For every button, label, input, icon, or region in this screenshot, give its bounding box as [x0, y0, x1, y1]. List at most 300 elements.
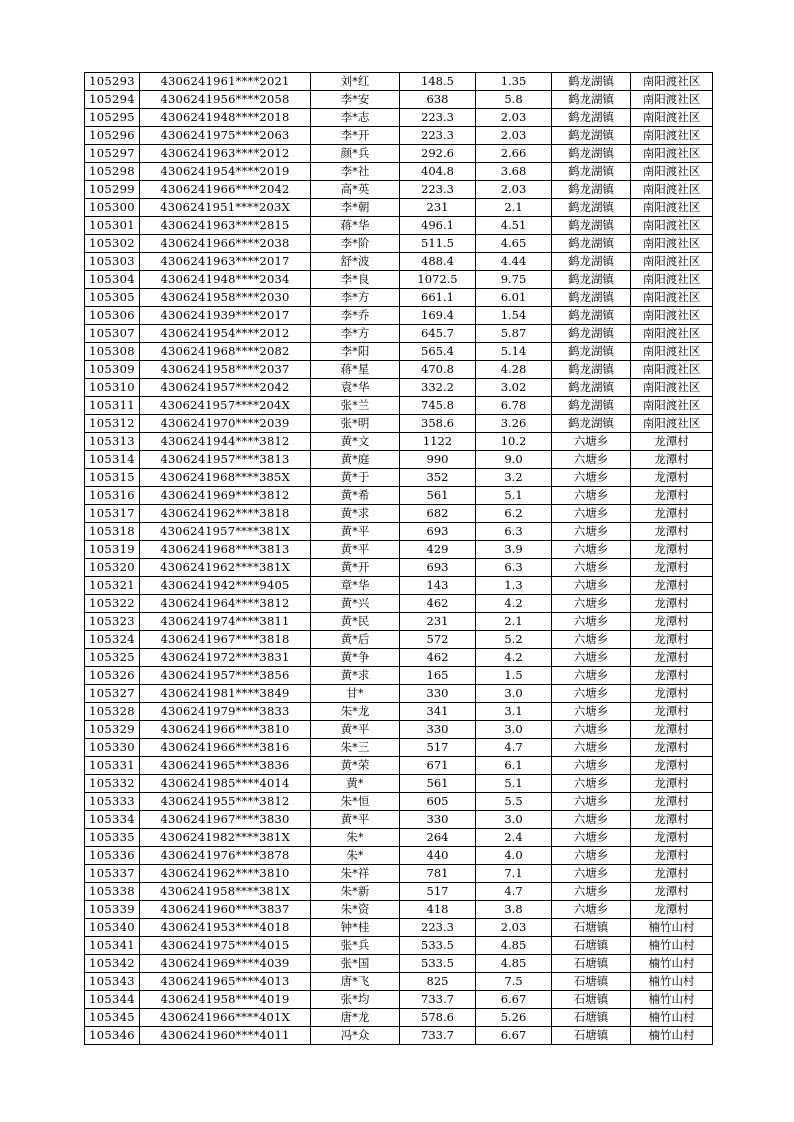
record-id-cell: 105321 — [85, 577, 140, 595]
record-id-cell: 105315 — [85, 469, 140, 487]
record-id-cell: 105293 — [85, 73, 140, 91]
township-cell: 鹤龙湖镇 — [552, 91, 631, 109]
township-cell: 六塘乡 — [552, 685, 631, 703]
table-row — [85, 559, 713, 577]
village-cell: 南阳渡社区 — [631, 109, 713, 127]
quantity-cell: 6.1 — [476, 757, 552, 775]
record-id-cell: 105316 — [85, 487, 140, 505]
village-cell: 南阳渡社区 — [631, 181, 713, 199]
table-row — [85, 271, 713, 289]
table-row — [85, 415, 713, 433]
table-row — [85, 721, 713, 739]
id-card-cell: 4306241964****3812 — [140, 595, 311, 613]
township-cell: 鹤龙湖镇 — [552, 379, 631, 397]
township-cell: 鹤龙湖镇 — [552, 217, 631, 235]
village-cell: 龙潭村 — [631, 649, 713, 667]
name-cell: 黄*于 — [311, 469, 400, 487]
name-cell: 李*乔 — [311, 307, 400, 325]
name-cell: 黄*平 — [311, 721, 400, 739]
id-card-cell: 4306241957****3856 — [140, 667, 311, 685]
record-id-cell: 105342 — [85, 955, 140, 973]
table-row — [85, 163, 713, 181]
quantity-cell: 4.65 — [476, 235, 552, 253]
table-row — [85, 991, 713, 1009]
record-id-cell: 105307 — [85, 325, 140, 343]
id-card-cell: 4306241958****2037 — [140, 361, 311, 379]
quantity-cell: 1.35 — [476, 73, 552, 91]
record-id-cell: 105329 — [85, 721, 140, 739]
quantity-cell: 5.14 — [476, 343, 552, 361]
name-cell: 黄*民 — [311, 613, 400, 631]
township-cell: 六塘乡 — [552, 631, 631, 649]
name-cell: 李*阳 — [311, 343, 400, 361]
id-card-cell: 4306241968****3813 — [140, 541, 311, 559]
record-id-cell: 105339 — [85, 901, 140, 919]
township-cell: 六塘乡 — [552, 829, 631, 847]
township-cell: 六塘乡 — [552, 757, 631, 775]
quantity-cell: 4.2 — [476, 595, 552, 613]
quantity-cell: 7.1 — [476, 865, 552, 883]
name-cell: 颜*兵 — [311, 145, 400, 163]
village-cell: 龙潭村 — [631, 865, 713, 883]
amount-cell: 462 — [400, 595, 476, 613]
record-id-cell: 105309 — [85, 361, 140, 379]
quantity-cell: 3.9 — [476, 541, 552, 559]
table-row — [85, 325, 713, 343]
record-id-cell: 105343 — [85, 973, 140, 991]
township-cell: 六塘乡 — [552, 811, 631, 829]
record-id-cell: 105294 — [85, 91, 140, 109]
quantity-cell: 2.66 — [476, 145, 552, 163]
amount-cell: 332.2 — [400, 379, 476, 397]
record-id-cell: 105295 — [85, 109, 140, 127]
township-cell: 鹤龙湖镇 — [552, 343, 631, 361]
amount-cell: 561 — [400, 487, 476, 505]
record-id-cell: 105334 — [85, 811, 140, 829]
id-card-cell: 4306241979****3833 — [140, 703, 311, 721]
quantity-cell: 1.5 — [476, 667, 552, 685]
table-row — [85, 901, 713, 919]
amount-cell: 605 — [400, 793, 476, 811]
township-cell: 六塘乡 — [552, 451, 631, 469]
record-id-cell: 105311 — [85, 397, 140, 415]
record-id-cell: 105328 — [85, 703, 140, 721]
village-cell: 南阳渡社区 — [631, 145, 713, 163]
name-cell: 黄*开 — [311, 559, 400, 577]
id-card-cell: 4306241958****2030 — [140, 289, 311, 307]
amount-cell: 169.4 — [400, 307, 476, 325]
quantity-cell: 6.3 — [476, 559, 552, 577]
table-row — [85, 253, 713, 271]
township-cell: 六塘乡 — [552, 883, 631, 901]
id-card-cell: 4306241963****2012 — [140, 145, 311, 163]
name-cell: 李*方 — [311, 289, 400, 307]
name-cell: 朱*恒 — [311, 793, 400, 811]
table-row — [85, 523, 713, 541]
id-card-cell: 4306241962****381X — [140, 559, 311, 577]
record-id-cell: 105327 — [85, 685, 140, 703]
village-cell: 南阳渡社区 — [631, 289, 713, 307]
township-cell: 六塘乡 — [552, 901, 631, 919]
quantity-cell: 3.68 — [476, 163, 552, 181]
village-cell: 龙潭村 — [631, 523, 713, 541]
amount-cell: 223.3 — [400, 127, 476, 145]
village-cell: 南阳渡社区 — [631, 361, 713, 379]
name-cell: 黄* — [311, 775, 400, 793]
record-id-cell: 105337 — [85, 865, 140, 883]
quantity-cell: 2.03 — [476, 919, 552, 937]
table-row — [85, 1009, 713, 1027]
id-card-cell: 4306241944****3812 — [140, 433, 311, 451]
table-row — [85, 451, 713, 469]
amount-cell: 517 — [400, 883, 476, 901]
id-card-cell: 4306241957****2042 — [140, 379, 311, 397]
amount-cell: 404.8 — [400, 163, 476, 181]
id-card-cell: 4306241957****204X — [140, 397, 311, 415]
id-card-cell: 4306241960****3837 — [140, 901, 311, 919]
name-cell: 张*明 — [311, 415, 400, 433]
township-cell: 六塘乡 — [552, 775, 631, 793]
table-row — [85, 649, 713, 667]
name-cell: 章*华 — [311, 577, 400, 595]
id-card-cell: 4306241962****3818 — [140, 505, 311, 523]
village-cell: 龙潭村 — [631, 631, 713, 649]
id-card-cell: 4306241954****2019 — [140, 163, 311, 181]
quantity-cell: 2.1 — [476, 613, 552, 631]
amount-cell: 358.6 — [400, 415, 476, 433]
id-card-cell: 4306241975****4015 — [140, 937, 311, 955]
table-row — [85, 235, 713, 253]
name-cell: 李*志 — [311, 109, 400, 127]
village-cell: 龙潭村 — [631, 433, 713, 451]
name-cell: 张*均 — [311, 991, 400, 1009]
record-id-cell: 105312 — [85, 415, 140, 433]
amount-cell: 517 — [400, 739, 476, 757]
id-card-cell: 4306241966****2038 — [140, 235, 311, 253]
name-cell: 朱* — [311, 829, 400, 847]
amount-cell: 429 — [400, 541, 476, 559]
township-cell: 鹤龙湖镇 — [552, 145, 631, 163]
record-id-cell: 105314 — [85, 451, 140, 469]
name-cell: 李*朝 — [311, 199, 400, 217]
quantity-cell: 6.78 — [476, 397, 552, 415]
quantity-cell: 5.8 — [476, 91, 552, 109]
record-id-cell: 105332 — [85, 775, 140, 793]
township-cell: 鹤龙湖镇 — [552, 307, 631, 325]
township-cell: 鹤龙湖镇 — [552, 415, 631, 433]
village-cell: 龙潭村 — [631, 451, 713, 469]
table-row — [85, 217, 713, 235]
township-cell: 六塘乡 — [552, 505, 631, 523]
quantity-cell: 5.1 — [476, 775, 552, 793]
quantity-cell: 6.3 — [476, 523, 552, 541]
table-row — [85, 109, 713, 127]
amount-cell: 745.8 — [400, 397, 476, 415]
id-card-cell: 4306241948****2018 — [140, 109, 311, 127]
name-cell: 黄*文 — [311, 433, 400, 451]
name-cell: 李*开 — [311, 127, 400, 145]
name-cell: 朱*新 — [311, 883, 400, 901]
record-id-cell: 105326 — [85, 667, 140, 685]
record-id-cell: 105331 — [85, 757, 140, 775]
amount-cell: 578.6 — [400, 1009, 476, 1027]
amount-cell: 231 — [400, 613, 476, 631]
township-cell: 六塘乡 — [552, 847, 631, 865]
name-cell: 张*兵 — [311, 937, 400, 955]
name-cell: 蒋*星 — [311, 361, 400, 379]
table-row — [85, 883, 713, 901]
quantity-cell: 4.2 — [476, 649, 552, 667]
id-card-cell: 4306241939****2017 — [140, 307, 311, 325]
record-id-cell: 105296 — [85, 127, 140, 145]
name-cell: 李*良 — [311, 271, 400, 289]
record-id-cell: 105320 — [85, 559, 140, 577]
table-row — [85, 685, 713, 703]
name-cell: 朱*龙 — [311, 703, 400, 721]
quantity-cell: 9.75 — [476, 271, 552, 289]
township-cell: 六塘乡 — [552, 541, 631, 559]
record-id-cell: 105324 — [85, 631, 140, 649]
amount-cell: 148.5 — [400, 73, 476, 91]
quantity-cell: 5.87 — [476, 325, 552, 343]
quantity-cell: 5.2 — [476, 631, 552, 649]
id-card-cell: 4306241966****401X — [140, 1009, 311, 1027]
amount-cell: 693 — [400, 523, 476, 541]
name-cell: 黄*求 — [311, 667, 400, 685]
table-row — [85, 91, 713, 109]
id-card-cell: 4306241981****3849 — [140, 685, 311, 703]
township-cell: 鹤龙湖镇 — [552, 73, 631, 91]
amount-cell: 223.3 — [400, 919, 476, 937]
record-id-cell: 105345 — [85, 1009, 140, 1027]
amount-cell: 533.5 — [400, 955, 476, 973]
name-cell: 黄*求 — [311, 505, 400, 523]
name-cell: 唐*龙 — [311, 1009, 400, 1027]
amount-cell: 638 — [400, 91, 476, 109]
township-cell: 石塘镇 — [552, 1009, 631, 1027]
village-cell: 龙潭村 — [631, 595, 713, 613]
table-row — [85, 379, 713, 397]
village-cell: 龙潭村 — [631, 739, 713, 757]
village-cell: 龙潭村 — [631, 487, 713, 505]
village-cell: 南阳渡社区 — [631, 235, 713, 253]
amount-cell: 733.7 — [400, 1027, 476, 1045]
record-id-cell: 105301 — [85, 217, 140, 235]
quantity-cell: 1.54 — [476, 307, 552, 325]
name-cell: 舒*波 — [311, 253, 400, 271]
village-cell: 龙潭村 — [631, 721, 713, 739]
amount-cell: 733.7 — [400, 991, 476, 1009]
table-row — [85, 703, 713, 721]
id-card-cell: 4306241969****4039 — [140, 955, 311, 973]
amount-cell: 1072.5 — [400, 271, 476, 289]
id-card-cell: 4306241957****381X — [140, 523, 311, 541]
record-id-cell: 105297 — [85, 145, 140, 163]
name-cell: 蒋*华 — [311, 217, 400, 235]
quantity-cell: 5.1 — [476, 487, 552, 505]
village-cell: 南阳渡社区 — [631, 163, 713, 181]
table-row — [85, 865, 713, 883]
village-cell: 楠竹山村 — [631, 955, 713, 973]
id-card-cell: 4306241967****3818 — [140, 631, 311, 649]
village-cell: 龙潭村 — [631, 559, 713, 577]
record-id-cell: 105298 — [85, 163, 140, 181]
quantity-cell: 2.03 — [476, 109, 552, 127]
quantity-cell: 4.51 — [476, 217, 552, 235]
id-card-cell: 4306241963****2815 — [140, 217, 311, 235]
id-card-cell: 4306241963****2017 — [140, 253, 311, 271]
id-card-cell: 4306241976****3878 — [140, 847, 311, 865]
name-cell: 黄*平 — [311, 541, 400, 559]
id-card-cell: 4306241962****3810 — [140, 865, 311, 883]
record-id-cell: 105325 — [85, 649, 140, 667]
table-row — [85, 289, 713, 307]
amount-cell: 825 — [400, 973, 476, 991]
table-row — [85, 1027, 713, 1045]
quantity-cell: 2.03 — [476, 127, 552, 145]
record-id-cell: 105305 — [85, 289, 140, 307]
id-card-cell: 4306241942****9405 — [140, 577, 311, 595]
table-row — [85, 541, 713, 559]
quantity-cell: 3.02 — [476, 379, 552, 397]
id-card-cell: 4306241985****4014 — [140, 775, 311, 793]
amount-cell: 496.1 — [400, 217, 476, 235]
record-id-cell: 105341 — [85, 937, 140, 955]
record-id-cell: 105302 — [85, 235, 140, 253]
table-row — [85, 433, 713, 451]
table-row — [85, 145, 713, 163]
quantity-cell: 4.28 — [476, 361, 552, 379]
township-cell: 鹤龙湖镇 — [552, 181, 631, 199]
amount-cell: 292.6 — [400, 145, 476, 163]
township-cell: 鹤龙湖镇 — [552, 397, 631, 415]
record-id-cell: 105303 — [85, 253, 140, 271]
amount-cell: 165 — [400, 667, 476, 685]
amount-cell: 231 — [400, 199, 476, 217]
amount-cell: 990 — [400, 451, 476, 469]
table-row — [85, 199, 713, 217]
record-id-cell: 105319 — [85, 541, 140, 559]
township-cell: 鹤龙湖镇 — [552, 271, 631, 289]
table-row — [85, 973, 713, 991]
id-card-cell: 4306241967****3830 — [140, 811, 311, 829]
quantity-cell: 5.26 — [476, 1009, 552, 1027]
record-id-cell: 105308 — [85, 343, 140, 361]
table-row — [85, 775, 713, 793]
table-row — [85, 613, 713, 631]
quantity-cell: 1.3 — [476, 577, 552, 595]
village-cell: 南阳渡社区 — [631, 307, 713, 325]
village-cell: 龙潭村 — [631, 505, 713, 523]
township-cell: 六塘乡 — [552, 721, 631, 739]
roster-table — [84, 72, 713, 1045]
id-card-cell: 4306241982****381X — [140, 829, 311, 847]
quantity-cell: 3.0 — [476, 721, 552, 739]
name-cell: 李*阶 — [311, 235, 400, 253]
amount-cell: 341 — [400, 703, 476, 721]
township-cell: 六塘乡 — [552, 613, 631, 631]
quantity-cell: 9.0 — [476, 451, 552, 469]
quantity-cell: 5.5 — [476, 793, 552, 811]
village-cell: 龙潭村 — [631, 703, 713, 721]
table-row — [85, 397, 713, 415]
amount-cell: 511.5 — [400, 235, 476, 253]
township-cell: 石塘镇 — [552, 937, 631, 955]
amount-cell: 572 — [400, 631, 476, 649]
table-row — [85, 487, 713, 505]
id-card-cell: 4306241965****3836 — [140, 757, 311, 775]
quantity-cell: 3.0 — [476, 811, 552, 829]
id-card-cell: 4306241957****3813 — [140, 451, 311, 469]
table-row — [85, 469, 713, 487]
name-cell: 李*方 — [311, 325, 400, 343]
amount-cell: 781 — [400, 865, 476, 883]
township-cell: 六塘乡 — [552, 469, 631, 487]
name-cell: 唐*飞 — [311, 973, 400, 991]
name-cell: 朱*资 — [311, 901, 400, 919]
village-cell: 龙潭村 — [631, 829, 713, 847]
township-cell: 六塘乡 — [552, 577, 631, 595]
table-row — [85, 937, 713, 955]
table-row — [85, 127, 713, 145]
record-id-cell: 105317 — [85, 505, 140, 523]
record-id-cell: 105336 — [85, 847, 140, 865]
quantity-cell: 4.0 — [476, 847, 552, 865]
village-cell: 龙潭村 — [631, 811, 713, 829]
village-cell: 南阳渡社区 — [631, 271, 713, 289]
township-cell: 六塘乡 — [552, 793, 631, 811]
id-card-cell: 4306241965****4013 — [140, 973, 311, 991]
id-card-cell: 4306241968****385X — [140, 469, 311, 487]
township-cell: 鹤龙湖镇 — [552, 163, 631, 181]
quantity-cell: 2.03 — [476, 181, 552, 199]
amount-cell: 661.1 — [400, 289, 476, 307]
id-card-cell: 4306241966****3810 — [140, 721, 311, 739]
table-row — [85, 667, 713, 685]
village-cell: 龙潭村 — [631, 469, 713, 487]
village-cell: 南阳渡社区 — [631, 325, 713, 343]
township-cell: 六塘乡 — [552, 865, 631, 883]
record-id-cell: 105346 — [85, 1027, 140, 1045]
id-card-cell: 4306241969****3812 — [140, 487, 311, 505]
township-cell: 鹤龙湖镇 — [552, 253, 631, 271]
village-cell: 楠竹山村 — [631, 991, 713, 1009]
amount-cell: 488.4 — [400, 253, 476, 271]
amount-cell: 1122 — [400, 433, 476, 451]
table-row — [85, 955, 713, 973]
quantity-cell: 3.1 — [476, 703, 552, 721]
township-cell: 六塘乡 — [552, 433, 631, 451]
name-cell: 甘* — [311, 685, 400, 703]
name-cell: 朱*三 — [311, 739, 400, 757]
amount-cell: 533.5 — [400, 937, 476, 955]
quantity-cell: 6.01 — [476, 289, 552, 307]
record-id-cell: 105333 — [85, 793, 140, 811]
township-cell: 六塘乡 — [552, 649, 631, 667]
id-card-cell: 4306241954****2012 — [140, 325, 311, 343]
township-cell: 六塘乡 — [552, 559, 631, 577]
quantity-cell: 4.44 — [476, 253, 552, 271]
id-card-cell: 4306241958****381X — [140, 883, 311, 901]
quantity-cell: 3.8 — [476, 901, 552, 919]
id-card-cell: 4306241953****4018 — [140, 919, 311, 937]
table-row — [85, 505, 713, 523]
village-cell: 楠竹山村 — [631, 973, 713, 991]
record-id-cell: 105340 — [85, 919, 140, 937]
record-id-cell: 105300 — [85, 199, 140, 217]
table-row — [85, 793, 713, 811]
id-card-cell: 4306241955****3812 — [140, 793, 311, 811]
